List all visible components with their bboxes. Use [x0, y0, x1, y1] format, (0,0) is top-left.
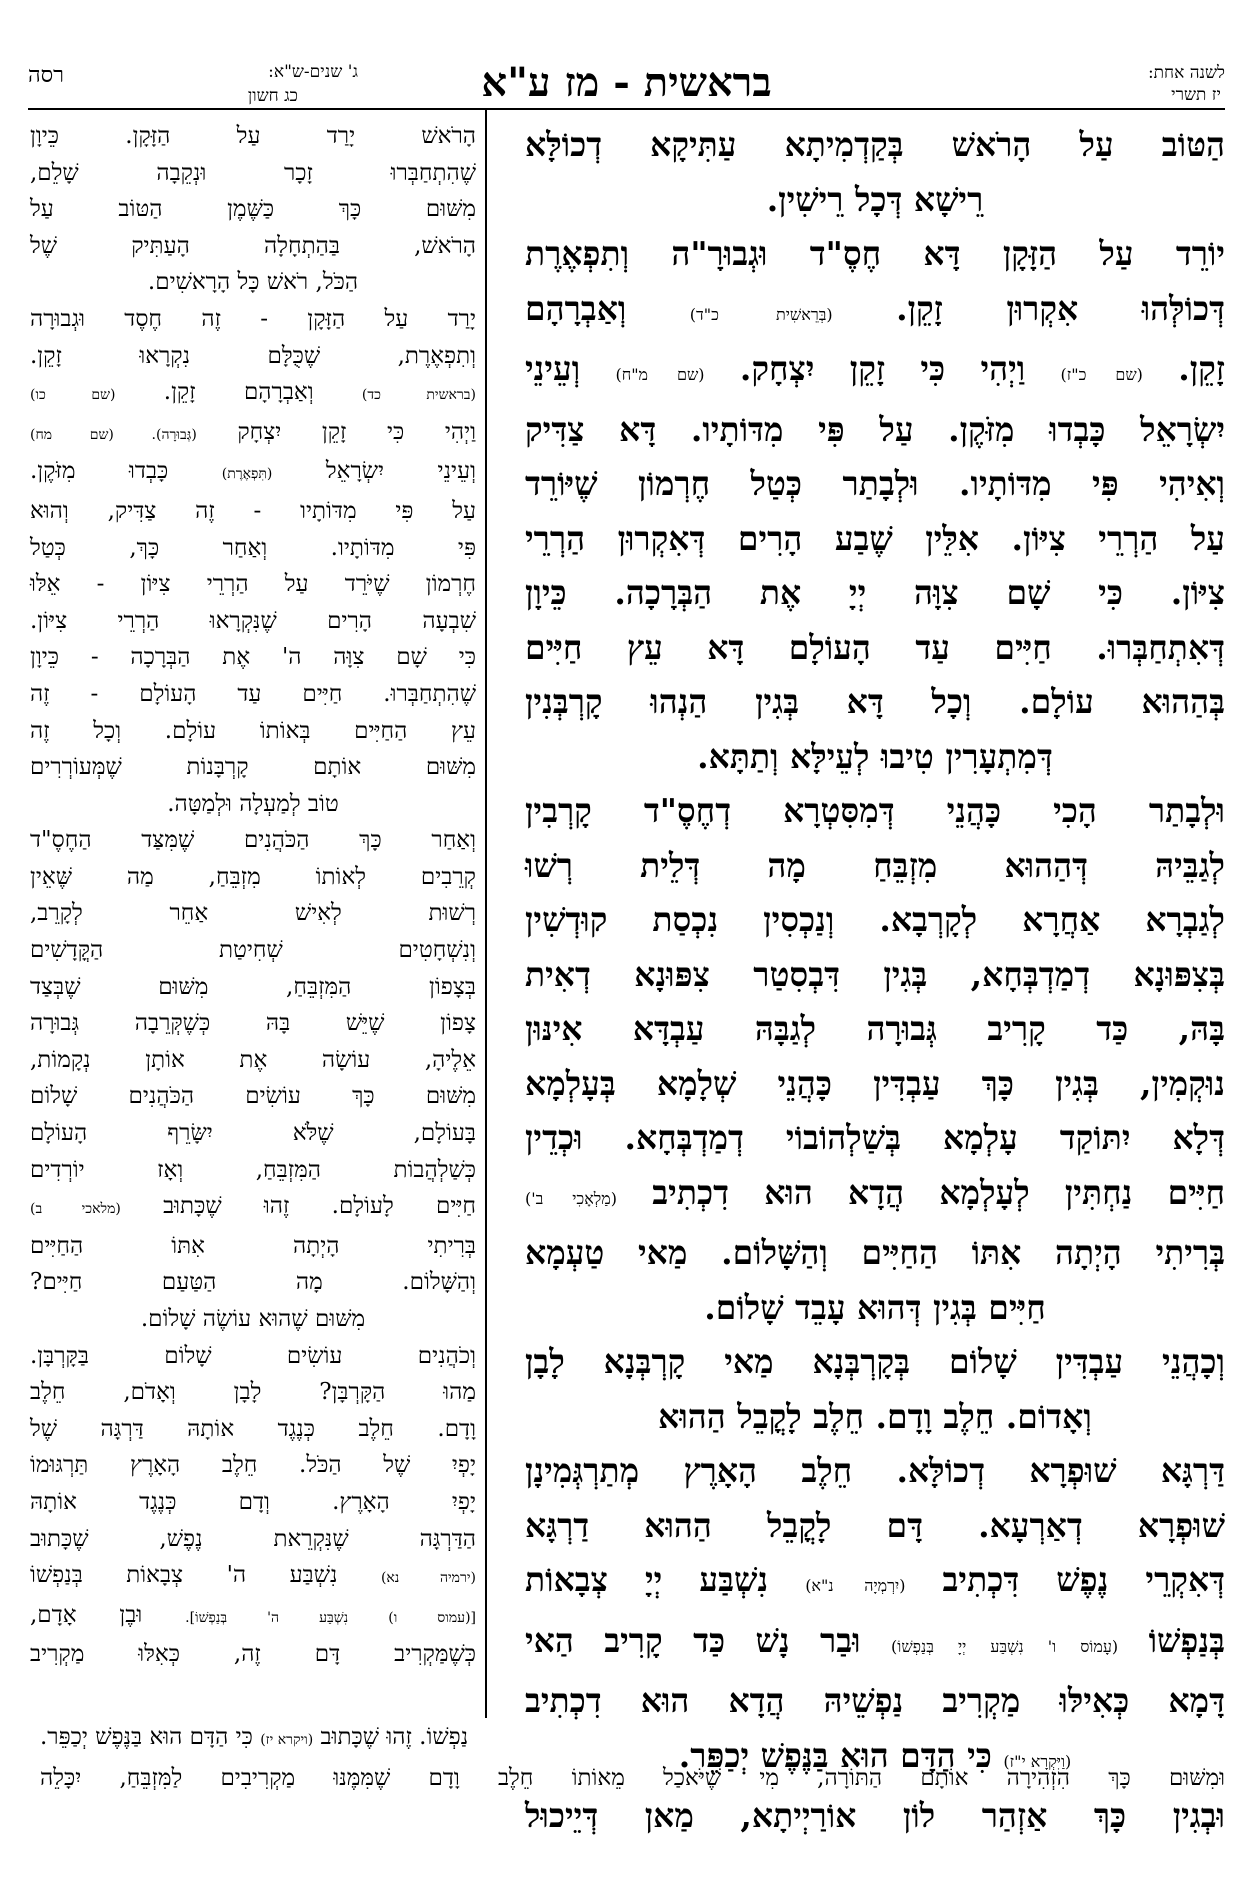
text-segment: וְתִפְאֶרֶת, שֶׁכֻּלָּם נִקְרָאוּ זָקֵן. — [30, 342, 476, 369]
main-text-line — [525, 675, 1225, 730]
commentary-line — [30, 1115, 476, 1152]
text-segment: הַדַּרְגָּה שֶׁנִּקְרֵאת נֶפֶשׁ, שֶׁכָּתוּב — [30, 1525, 476, 1552]
commentary-line — [30, 1411, 476, 1448]
commentary-line — [30, 713, 476, 750]
main-text-line — [525, 1111, 1225, 1166]
text-segment: מִשּׁוּם אוֹתָם קָרְבָּנוֹת שֶׁמְּעוֹרְרִים — [30, 754, 476, 781]
text-segment: דְּאִתְחַבְּרוּ. חַיִּים עַד הָעוֹלָם דָּא עֵץ חַיִּים — [525, 627, 1225, 667]
source-reference: (ויקרא יז) — [260, 1732, 314, 1748]
commentary-line — [30, 1301, 476, 1338]
text-segment: חַיִּים לָעוֹלָם. זֶהוּ שֶׁכָּתוּב — [120, 1193, 476, 1220]
text-segment: מִשּׁוּם שֶׁהוּא עוֹשֶׂה שָׁלוֹם. — [140, 1306, 366, 1332]
text-segment: יִשְׂרָאֵל כָּבְדוּ מִזֹּקֶן. עַל פִּי מִדּוֹתָיו. דָּא צַדִּיק — [525, 409, 1225, 449]
source-reference: (בְּרֵאשִׁית כ"ד) — [689, 304, 833, 324]
text-segment: יָרַד עַל הַזָּקָן - זֶה חֶסֶד וּגְבוּרָה — [30, 305, 476, 332]
header-three-years-label: ג' שנים-ש"א: — [268, 62, 358, 82]
main-text-line — [525, 893, 1225, 948]
text-segment: הַטּוֹב עַל הָרֹאשׁ בְּקַדְמִיתָא עַתִּיקָא דְכוֹלָּא — [525, 125, 1225, 164]
source-reference: (ירמיה נא) — [380, 1570, 476, 1587]
commentary-line — [30, 155, 476, 192]
text-segment: שִׁבְעָה הָרִים שֶׁנִּקְרָאוּ הַרְרֵי צִיּוֹן. — [30, 607, 476, 634]
text-segment: מַהוּ הַקָּרְבָּן? לָבָן וְאָדֹם, חֵלֶב — [30, 1379, 476, 1406]
main-text-line — [525, 457, 1225, 512]
text-segment: דְּלָא יִתּוֹקַד עָלְמָא בְּשַׁלְהוֹבוֹי דְמַדְבְּחָא. וּכְדֵין — [525, 1118, 1225, 1157]
main-text-line — [525, 1614, 1225, 1675]
source-reference: (וַיִּקְרָא י"ז) — [1003, 1751, 1072, 1771]
commentary-line — [30, 1005, 476, 1042]
text-segment: וּבֶן אָדָם, — [30, 1601, 186, 1628]
text-segment: וּלְבָתַר הָכִי כָּהֲנֵי דְּמִסִּטְרָא דְחֶסֶ"ד קָרְבִין — [525, 791, 1225, 830]
main-text-line — [525, 1553, 1225, 1614]
text-segment: כְּשַׁלְהֲבוֹת הַמִּזְבֵּחַ, וְאָז יוֹרְדִים — [30, 1156, 476, 1183]
main-text-line — [525, 784, 1225, 839]
text-segment: וְעֵינֵי יִשְׂרָאֵל — [272, 458, 476, 485]
text-segment: בָּהּ, כַּד קָרִיב גְּבוּרָה לְגַבָּהּ עַבְדָּא אִינּוּן — [525, 1009, 1225, 1048]
commentary-line — [30, 969, 476, 1006]
text-segment: בְּצִפּוּנָא דְמַדְבְּחָא, בְּגִין דִּבְסִטַר צִפּוּנָא דְאִית — [525, 954, 1225, 994]
text-segment: וּמִשּׁוּם כָּךְ הִזְהִירָה אוֹתָם הַתּוֹרָה, מִי שֶׁיֹּאכַל מֵאוֹתוֹ חֵלֶב וָדָם שֶׁמִּמֶּנּוּ מַקְרִיבִים לַמִּזְבֵּחַ, יִכָּלֵה — [40, 1765, 1225, 1791]
text-segment: הָרֹאשׁ יָרַד עַל הַזָּקָן. כֵּיוָן — [30, 123, 476, 149]
commentary-line — [30, 1484, 476, 1521]
source-reference: (מלאכי ב) — [30, 1201, 121, 1218]
commentary-line — [30, 1597, 476, 1637]
text-segment: וְכָהֲנֵי עַבְדִּין שָׁלוֹם בְּקָרְבְּנָא מַאי קָרְבְּנָא לָבָן — [525, 1342, 1225, 1381]
commentary-line — [30, 639, 476, 676]
text-segment: בְּרִיתִי הָיְתָה אִתּוֹ הַחַיִּים — [30, 1232, 476, 1259]
text-segment: דָּמָא כְּאִילּוּ מַקְרִיב נַפְשֵׁיהּ הֲדָא הוּא דִכְתִיב — [525, 1681, 1225, 1720]
commentary-line — [30, 1188, 476, 1228]
header-one-year-label: לשנה אחת: — [1147, 63, 1225, 83]
main-text-line — [525, 1002, 1225, 1057]
commentary-line — [30, 749, 476, 786]
page-number: רסה — [28, 63, 64, 88]
source-reference: (שם מ"ח) — [615, 365, 705, 384]
text-segment: שֶׁהִתְחַבְּרוּ. חַיִּים עַד הָעוֹלָם - זֶה — [30, 680, 476, 707]
commentary-line — [30, 603, 476, 640]
text-segment: הַכֹּל, רֹאשׁ כָּל הָרָאשִׁים. — [147, 269, 359, 296]
main-text-line — [525, 173, 1225, 228]
source-reference: (גְּבוּרָה). (שם מח) — [30, 426, 197, 443]
text-segment: בְּהַהוּא עוֹלָם. וְכָל דָּא בְּגִין הַנְהוּ קָרְבְּנִין — [525, 682, 1225, 721]
text-segment: קְרֵבִים לְאוֹתוֹ מִזְבֵּחַ, מַה שֶּׁאֵין — [30, 863, 476, 890]
commentary-line — [30, 1264, 476, 1301]
commentary-line — [30, 1338, 476, 1375]
text-segment: וְעֵינֵי — [525, 349, 616, 388]
text-segment: נַפְשׁוֹ. זֶהוּ שֶׁכָּתוּב — [313, 1724, 469, 1750]
main-text-line — [525, 1226, 1225, 1281]
text-segment: עַל הַרְרֵי צִיּוֹן. אִלֵּין שֶׁבַע הָרִים דְּאִקְרוּן הַרְרֵי — [525, 518, 1225, 558]
commentary-line — [30, 228, 476, 265]
commentary-line — [30, 301, 476, 338]
text-segment: מִשּׁוּם כָּךְ עוֹשִׂים הַכֹּהֲנִים שָׁלוֹם — [30, 1083, 476, 1110]
text-segment: רֵישָׁא דְּכָל רֵישִׁין. — [766, 179, 984, 219]
text-segment: וְאִיהִי פִּי מִדּוֹתָיו. וּלְבָתַר כְּטַל חֶרְמוֹן שֶׁיּוֹרֵד — [525, 464, 1225, 503]
text-segment: דְּאִקְרֵי נֶפֶשׁ דִּכְתִיב — [905, 1560, 1226, 1599]
text-segment: נוּקְמִין, בְּגִין כָּךְ עַבְדִּין כָּהֲנֵי שְׁלָמָא בְּעָלְמָא — [525, 1063, 1225, 1103]
text-segment: וְנִשְׁחָטִים שְׁחִיטַת הַקֳּדָשִׁים — [30, 937, 476, 964]
text-segment: וְאַחַר כָּךְ הַכֹּהֲנִים שֶׁמִּצַּד הַחֶסֶ"ד — [30, 827, 476, 854]
text-segment: שֶׁהִתְחַבְּרוּ זָכָר וּנְקֵבָה שָׁלֵם, — [30, 159, 476, 186]
commentary-line — [30, 1152, 476, 1189]
text-segment: יָפְיִ שֶׁל הַכֹּל. חֵלֶב הָאָרֶץ תַּרְגּוּמוֹ — [30, 1452, 476, 1479]
main-text-line — [525, 566, 1225, 621]
text-segment: וְכֹהֲנִים עוֹשִׂים שָׁלוֹם בַּקָּרְבָּן. — [30, 1342, 476, 1369]
main-text-line — [525, 512, 1225, 567]
commentary-line — [30, 338, 476, 375]
commentary-line — [30, 1078, 476, 1115]
bottom-line — [40, 1718, 1225, 1759]
commentary-line — [30, 566, 476, 603]
commentary-column — [30, 118, 476, 1673]
text-segment: זָקֵן. — [1142, 349, 1225, 388]
commentary-line — [30, 895, 476, 932]
main-text-line — [525, 118, 1225, 173]
text-segment: הָרֹאשׁ, בַּהַתְחָלָה הָעַתִּיק שֶׁל — [30, 232, 476, 259]
source-reference: (יִרְמְיָה נ"א) — [805, 1576, 906, 1595]
commentary-line — [30, 822, 476, 859]
text-segment: צִיּוֹן. כִּי שָׁם צִוָּה יְיָ אֶת הַבְּרָכָה. כֵּיוָן — [525, 573, 1225, 612]
header-three-years-date: כג חשון — [247, 86, 298, 106]
bottom-commentary — [40, 1718, 1225, 1797]
main-text-line — [525, 1390, 1225, 1445]
text-segment: יָפְיִ הָאָרֶץ. וְדָם כְּנֶגֶד אוֹתָהּ — [30, 1488, 476, 1515]
source-reference: (שם כו) — [30, 387, 116, 404]
main-text-line — [525, 1057, 1225, 1112]
text-segment: וַיְהִי כִּי זָקֵן יִצְחָק — [196, 418, 476, 445]
commentary-line — [30, 1042, 476, 1079]
commentary-line — [30, 1521, 476, 1558]
text-segment: חַיִּים בְּגִין דְּהוּא עָבֵד שָׁלוֹם. — [704, 1287, 1046, 1327]
text-segment: לְגַבְרָא אַחֲרָא לְקָרְבָא. וְנַכְסִין נִכְסַת קוּדְשִׁין — [525, 900, 1225, 939]
main-text-line — [525, 1335, 1225, 1390]
main-text-line — [525, 1444, 1225, 1499]
page-title: בראשית - מז ע"א — [481, 59, 772, 106]
commentary-line — [30, 414, 476, 454]
main-text-line — [525, 948, 1225, 1003]
text-segment: דְּכוֹלְּהוּ אִקְרוּן זָקֵן. — [832, 288, 1225, 328]
main-text-line — [525, 282, 1225, 343]
text-segment: נִשְׁבַּע ה' צְבָאוֹת בְּנַפְשׁוֹ — [30, 1562, 381, 1589]
commentary-line — [30, 1447, 476, 1484]
text-segment: עֵץ הַחַיִּים בְּאוֹתוֹ עוֹלָם. וְכָל זֶה — [30, 717, 476, 744]
text-segment: בְּצָפוֹן הַמִּזְבֵּחַ, מִשּׁוּם שֶׁבְּצַד — [30, 973, 476, 1000]
source-reference: [(עמוס ו) נִשְׁבַּע ה' בְּנַפְשׁוֹ]. — [185, 1609, 476, 1626]
commentary-line — [30, 786, 476, 823]
main-text-line — [525, 1789, 1225, 1844]
text-segment: חַיִּים נַחְתִּין לְעָלְמָא הֲדָא הוּא דִכְתִיב — [617, 1172, 1226, 1212]
text-segment: כִּי הַדָּם הוּא בַּנֶּפֶשׁ יְכַפֵּר. — [678, 1735, 1004, 1775]
source-reference: (מַלְאָכִי ב') — [525, 1188, 618, 1208]
text-segment: אֵלֶיהָ, עוֹשָׂה אֶת אוֹתָן נְקָמוֹת, — [30, 1046, 476, 1073]
commentary-line — [30, 1228, 476, 1265]
text-segment: נִשְׁבַּע יְיָ צְבָאוֹת — [525, 1560, 806, 1599]
main-text-line — [525, 227, 1225, 282]
text-segment: בְּרִיתִי הָיְתָה אִתּוֹ הַחַיִּים וְהַשָּׁלוֹם. מַאי טַעְמָא — [525, 1233, 1225, 1272]
column-divider — [485, 108, 487, 1718]
header-divider — [28, 108, 1225, 110]
commentary-line — [30, 1636, 476, 1673]
text-segment: עַל פִּי מִדּוֹתָיו - זֶה צַדִּיק, וְהוּא — [30, 497, 476, 524]
text-segment: וּבְגִין כָּךְ אַזְהַר לוֹן אוֹרַיְיתָא, מַאן דְּיֵיכוּל — [525, 1796, 1225, 1835]
text-segment: פִּי מִדּוֹתָיו. וְאַחַר כָּךְ, כְּטַל — [30, 534, 476, 561]
commentary-line — [30, 118, 476, 155]
text-segment: צָפוֹן שֶׁיֵּשׁ בָּהּ כְּשֶׁקְּרֵבָה גְּבוּרָה — [30, 1010, 476, 1037]
main-text-line — [525, 1281, 1225, 1336]
text-segment: וּבַר נָשׁ כַּד קָרִיב הַאי — [525, 1620, 891, 1660]
text-segment: דְּמִתְעָרִין טִיבוּ לְעֵילָּא וְתַתָּא. — [697, 736, 1053, 776]
text-segment: כְּשֶׁמַּקְרִיב דָּם זֶה, כְּאִלּוּ מַקְרִיב — [30, 1641, 476, 1668]
commentary-line — [30, 676, 476, 713]
text-segment: וְהַשָּׁלוֹם. מָה הַטַּעַם חַיִּים? — [30, 1269, 476, 1296]
text-segment: וְאָדוֹם. חֵלֶב וָדָם. חֵלֶב לָקֳבֵל הַהוּא — [658, 1396, 1092, 1436]
text-segment: וְאַבְרָהָם — [525, 288, 690, 328]
text-segment: דַּרְגָּא שׁוּפְרָא דְכוֹלָּא. חֵלֶב הָאָרֶץ מְתַרְגְּמִינָן — [525, 1451, 1225, 1490]
commentary-line — [30, 530, 476, 567]
text-segment: חֶרְמוֹן שֶׁיֹּרֵד עַל הַרְרֵי צִיּוֹן - אֵלּוּ — [30, 571, 476, 598]
main-text-line — [525, 1166, 1225, 1227]
text-segment: שׁוּפְרָא דְאַרְעָא. דָּם לָקֳבֵל הַהוּא דַרְגָּא — [525, 1505, 1225, 1545]
text-segment: רְשׁוּת לְאִישׁ אַחֵר לְקָרֵב, — [30, 900, 476, 927]
source-reference: (שם כ"ז) — [1060, 365, 1143, 384]
text-segment: כָּבְדוּ מִזֹּקֶן. — [30, 458, 222, 485]
commentary-line — [30, 932, 476, 969]
commentary-line — [30, 1557, 476, 1597]
commentary-line — [30, 1374, 476, 1411]
main-text-column — [525, 118, 1225, 1844]
main-text-line — [525, 342, 1225, 403]
source-reference: (עָמוֹס ו' נִשְׁבַּע יְיָ בְּנַפְשׁוֹ) — [891, 1636, 1119, 1656]
source-reference: (בראשית כד) — [361, 387, 476, 404]
text-segment: כִּי הַדָּם הוּא בַּנֶּפֶשׁ יְכַפֵּר. — [40, 1724, 261, 1750]
text-segment: לְגַבֵּיהּ דְּהַהוּא מִזְבֵּחַ מָה דְּלֵית רְשׁוּ — [525, 845, 1225, 885]
text-segment: וַיְהִי כִּי זָקֵן יִצְחָק. — [704, 349, 1061, 388]
bottom-line — [40, 1759, 1225, 1797]
main-text-line — [525, 621, 1225, 676]
commentary-line — [30, 859, 476, 896]
text-segment: וָדָם. חֵלֶב כְּנֶגֶד אוֹתָהּ דַּרְגָּה שֶׁל — [30, 1415, 476, 1442]
main-text-line — [525, 839, 1225, 894]
text-segment: וְאַבְרָהָם זָקֵן. — [115, 379, 362, 406]
commentary-line — [30, 374, 476, 414]
text-segment: טוֹב לְמַעְלָה וּלְמַטָּה. — [167, 790, 339, 817]
text-segment: בְּנַפְשׁוֹ — [1118, 1620, 1225, 1660]
commentary-line — [30, 191, 476, 228]
commentary-line — [30, 453, 476, 493]
main-text-line — [525, 1499, 1225, 1554]
text-segment: מִשּׁוּם כָּךְ כַּשֶּׁמֶן הַטּוֹב עַל — [30, 196, 476, 223]
main-text-line — [525, 403, 1225, 458]
commentary-line — [30, 264, 476, 301]
main-text-line — [525, 730, 1225, 785]
text-segment: יוֹרֵד עַל הַזָּקָן דָּא חֶסֶ"ד וּגְבוּרָ"ה וְתִפְאֶרֶת — [525, 234, 1225, 273]
text-segment: בָּעוֹלָם, שֶׁלֹּא יִשָּׂרֵף הָעוֹלָם — [30, 1120, 476, 1147]
header-one-year-date: יז תשרי — [1171, 85, 1221, 105]
text-segment: כִּי שָׁם צִוָּה ה' אֶת הַבְּרָכָה - כֵּיוָן — [30, 644, 476, 671]
commentary-line — [30, 493, 476, 530]
source-reference: (תִּפְאֶרֶת) — [221, 466, 273, 483]
